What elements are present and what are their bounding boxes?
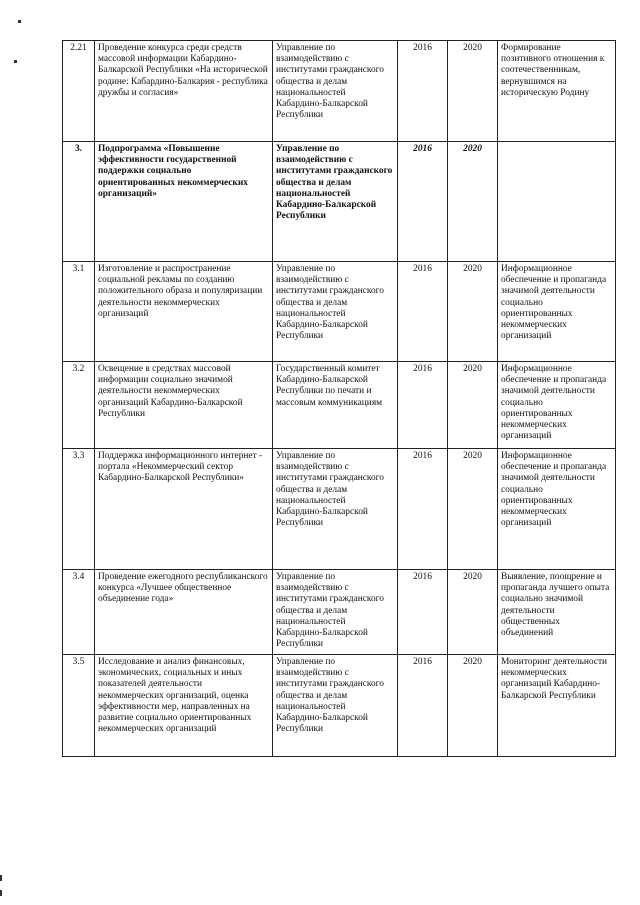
table-row <box>63 41 616 142</box>
event-name: Изготовление и распространение социальной рекламы по созданию положительного образа и популяризации деятельности некоммерческих организаций <box>95 262 273 362</box>
end-year: 2020 <box>448 262 498 362</box>
end-year: 2020 <box>448 142 498 262</box>
end-year: 2020 <box>448 41 498 142</box>
start-year: 2016 <box>398 362 448 449</box>
executor: Управление по взаимодействию с институтами гражданского общества и делам национальностей Кабардино-Балкарской Республики <box>273 142 398 262</box>
expected-result: Мониторинг деятельности некоммерческих организаций Кабардино-Балкарской Республики <box>498 655 616 757</box>
table-row <box>63 362 616 449</box>
end-year: 2020 <box>448 570 498 655</box>
executor: Управление по взаимодействию с институтами гражданского общества и делам национальностей Кабардино-Балкарской Республики <box>273 262 398 362</box>
table-row-subprogram <box>63 142 616 262</box>
expected-result: Информационное обеспечение и пропаганда значимой деятельности социально ориентированных некоммерческих организаций <box>498 362 616 449</box>
row-number: 3.3 <box>63 449 95 570</box>
scan-speck <box>0 875 2 881</box>
end-year: 2020 <box>448 655 498 757</box>
start-year: 2016 <box>398 262 448 362</box>
start-year: 2016 <box>398 655 448 757</box>
event-name: Поддержка информационного интернет - портала «Некоммерческий сектор Кабардино-Балкарской Республики» <box>95 449 273 570</box>
table-row <box>63 262 616 362</box>
expected-result: Информационное обеспечение и пропаганда значимой деятельности социально ориентированных некоммерческих организаций <box>498 449 616 570</box>
executor: Управление по взаимодействию с институтами гражданского общества и делам национальностей Кабардино-Балкарской Республики <box>273 449 398 570</box>
scan-speck <box>0 890 2 896</box>
row-number: 3.4 <box>63 570 95 655</box>
expected-result: Информационное обеспечение и пропаганда значимой деятельности социально ориентированных некоммерческих организаций <box>498 262 616 362</box>
executor: Управление по взаимодействию с институтами гражданского общества и делам национальностей Кабардино-Балкарской Республики <box>273 570 398 655</box>
row-number: 2.21 <box>63 41 95 142</box>
start-year: 2016 <box>398 142 448 262</box>
row-number: 3. <box>63 142 95 262</box>
row-number: 3.5 <box>63 655 95 757</box>
executor: Государственный комитет Кабардино-Балкарской Республики по печати и массовым коммуникациям <box>273 362 398 449</box>
table-row <box>63 570 616 655</box>
start-year: 2016 <box>398 449 448 570</box>
table-row <box>63 449 616 570</box>
subprogram-name: Подпрограмма «Повышение эффективности государственной поддержки социально ориентированных некоммерческих организаций» <box>95 142 273 262</box>
executor: Управление по взаимодействию с институтами гражданского общества и делам национальностей Кабардино-Балкарской Республики <box>273 655 398 757</box>
start-year: 2016 <box>398 41 448 142</box>
expected-result <box>498 142 616 262</box>
expected-result: Выявление, поощрение и пропаганда лучшего опыта социально значимой деятельности общественных объединений <box>498 570 616 655</box>
expected-result: Формирование позитивного отношения к соотечественникам, вернувшимся на историческую Родину <box>498 41 616 142</box>
executor: Управление по взаимодействию с институтами гражданского общества и делам национальностей Кабардино-Балкарской Республики <box>273 41 398 142</box>
start-year: 2016 <box>398 570 448 655</box>
scan-speck <box>18 20 21 23</box>
scan-speck <box>14 60 17 63</box>
end-year: 2020 <box>448 362 498 449</box>
row-number: 3.1 <box>63 262 95 362</box>
event-name: Исследование и анализ финансовых, экономических, социальных и иных показателей деятельности некоммерческих организаций, оценка эффективности мер, направленных на развитие социально ориентированных некоммерческих организаций <box>95 655 273 757</box>
event-name: Проведение ежегодного республиканского конкурса «Лучшее общественное объединение года» <box>95 570 273 655</box>
program-events-table <box>62 40 616 757</box>
row-number: 3.2 <box>63 362 95 449</box>
event-name: Проведение конкурса среди средств массовой информации Кабардино-Балкарской Республики «На исторической родине: Кабардино-Балкария - республика дружбы и согласия» <box>95 41 273 142</box>
event-name: Освещение в средствах массовой информации социально значимой деятельности некоммерческих организаций Кабардино-Балкарской Республики <box>95 362 273 449</box>
end-year: 2020 <box>448 449 498 570</box>
table-row <box>63 655 616 757</box>
